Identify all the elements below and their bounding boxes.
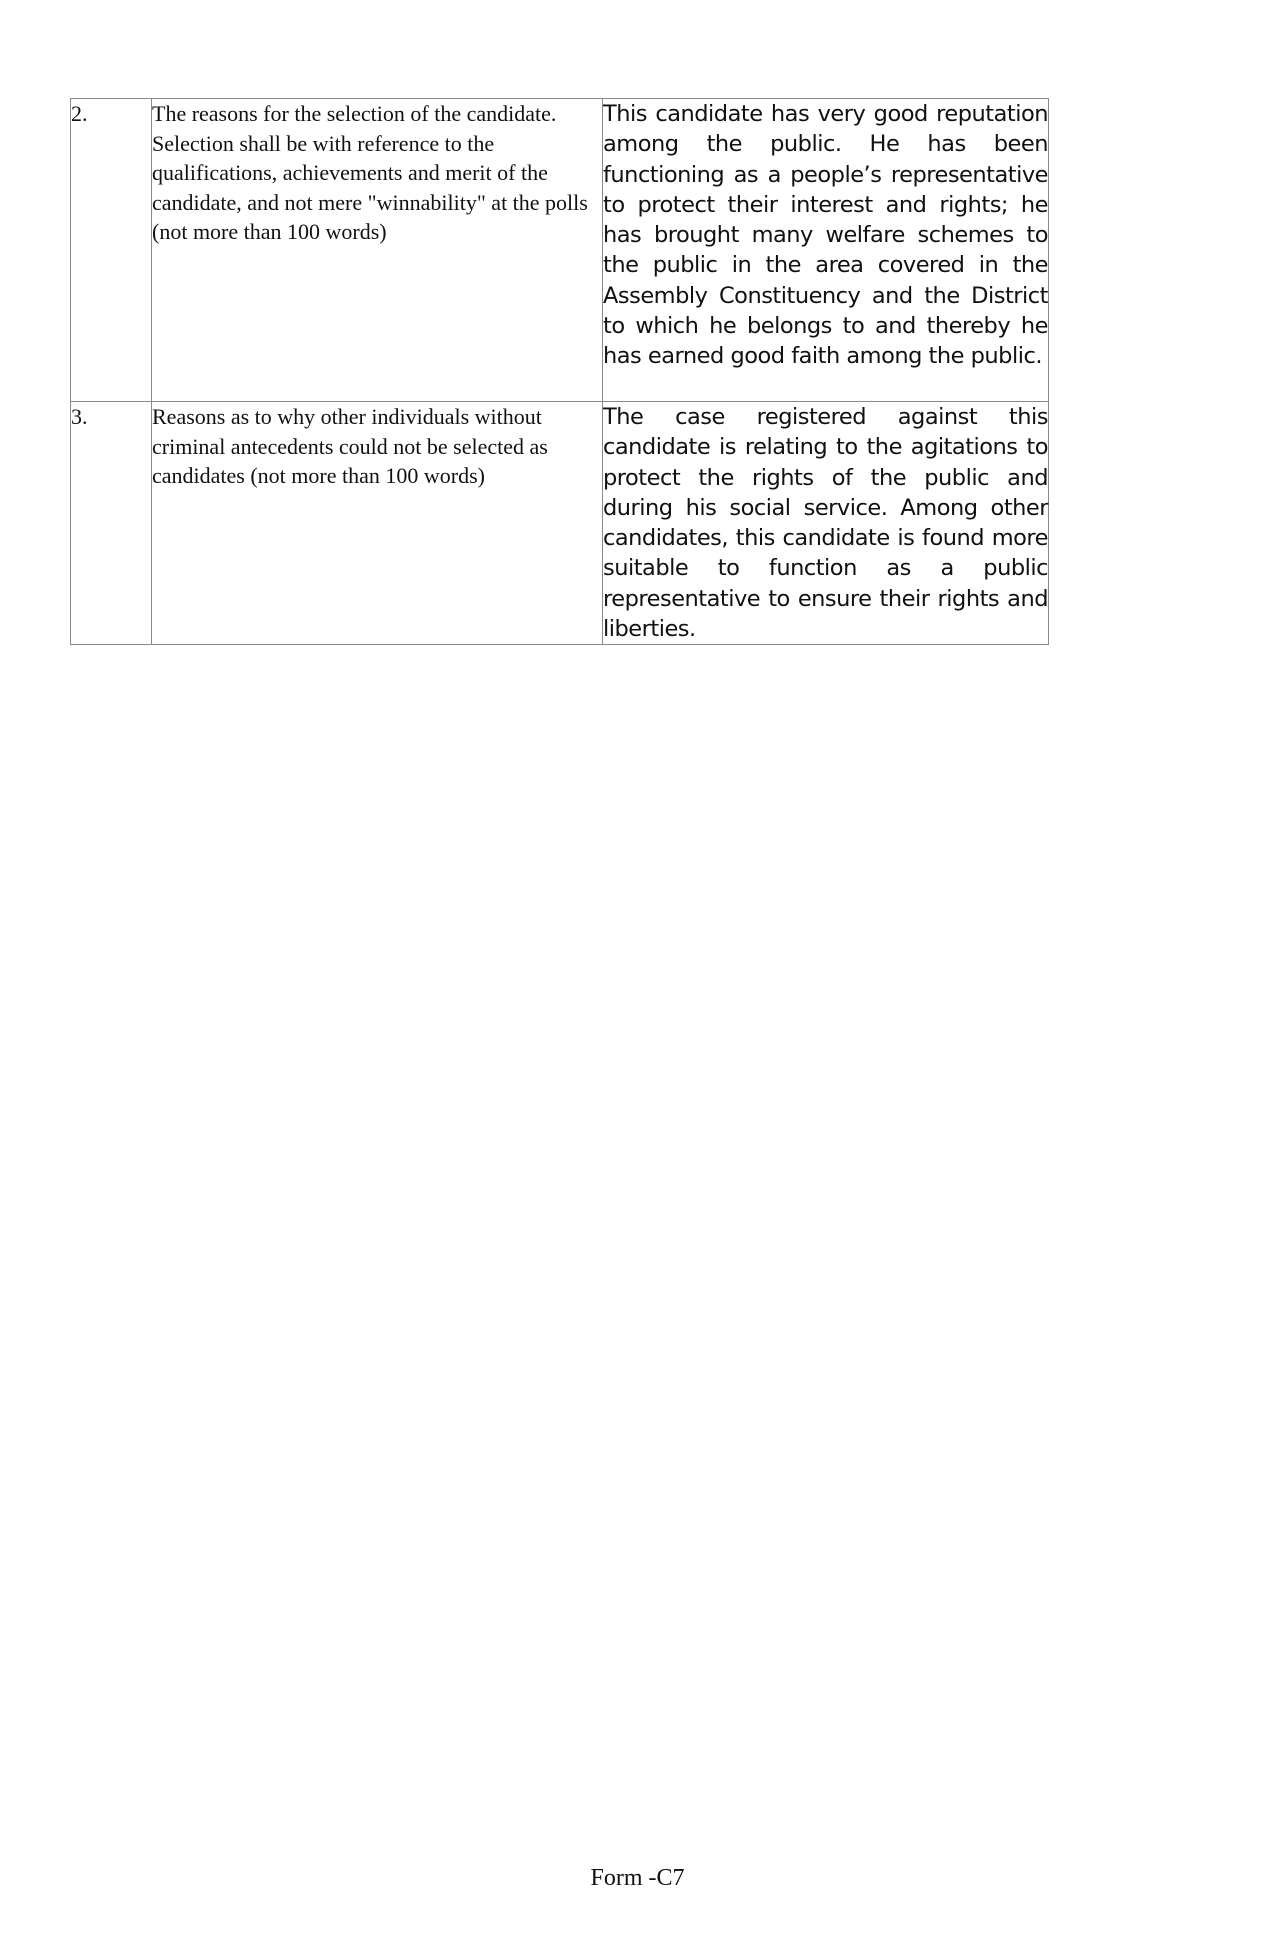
row-number: 2. (71, 99, 152, 402)
row-number: 3. (71, 402, 152, 645)
answer-text: This candidate has very good reputation among the public. He has been functioning as a people’s representative to protect their interest and rights; he has brought many welfare schemes to the public in the area covered in the Assembly Constituency and the District to which he belongs to and thereby he has earned good faith among the public. (603, 99, 1049, 402)
disclosure-table (70, 98, 1049, 645)
table-row (71, 402, 1049, 645)
table-row (71, 99, 1049, 402)
question-text: Reasons as to why other individuals without criminal antecedents could not be selected as candidates (not more than 100 words) (152, 402, 603, 645)
answer-text: The case registered against this candidate is relating to the agitations to protect the rights of the public and during his social service. Among other candidates, this candidate is found more suitable to function as a public representative to ensure their rights and liberties. (603, 402, 1049, 645)
form-footer-label: Form -C7 (590, 1865, 685, 1891)
question-text: The reasons for the selection of the candidate. Selection shall be with reference to the qualifications, achievements and merit of the candidate, and not mere "winnability" at the polls (not more than 100 words) (152, 99, 603, 402)
